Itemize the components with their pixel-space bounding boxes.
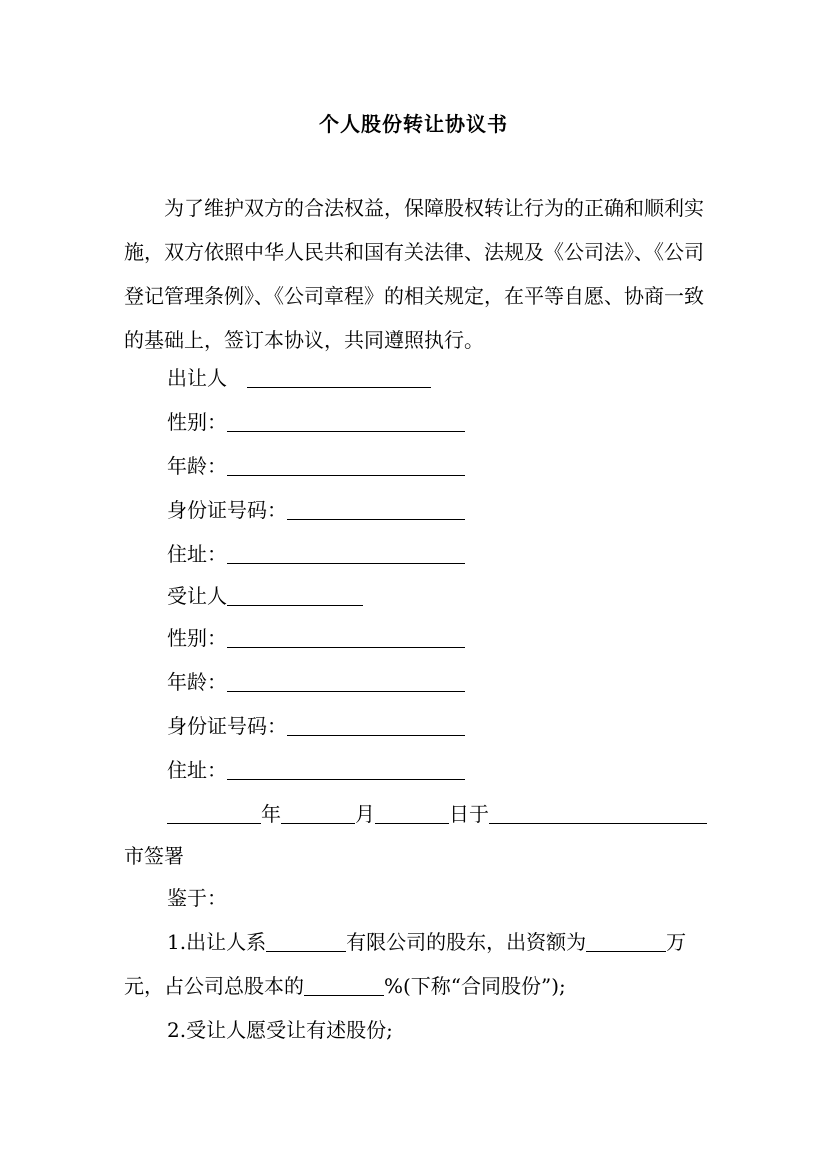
signing-city-blank (489, 801, 707, 824)
transferee-age-blank (227, 669, 465, 692)
transferor-age-label: 年龄： (167, 454, 227, 478)
transferee-name-blank (227, 583, 363, 606)
item1-text-c: 万 (666, 930, 687, 954)
transferor-line (167, 364, 431, 392)
transferee-address-line (167, 756, 465, 784)
transferee-id-blank (287, 713, 465, 736)
transferee-gender-label: 性别： (167, 626, 227, 650)
transferee-id-label: 身份证号码： (167, 714, 287, 738)
transferee-address-blank (227, 757, 465, 780)
signing-city-label: 市签署 (124, 844, 184, 868)
whereas-item2-line (167, 1016, 393, 1044)
transferor-age-blank (227, 453, 465, 476)
signing-date-line (167, 800, 707, 828)
transferor-address-label: 住址： (167, 542, 227, 566)
whereas-heading (167, 884, 227, 912)
signing-month-label: 月 (355, 802, 375, 826)
item1-text-a: 1.出让人系 (167, 930, 267, 954)
transferor-age-line (167, 452, 465, 480)
signing-day-label: 日于 (449, 802, 489, 826)
transferor-id-label: 身份证号码： (167, 498, 287, 522)
transferee-age-line (167, 668, 465, 696)
transferor-id-line (167, 496, 465, 524)
transferee-age-label: 年龄： (167, 670, 227, 694)
intro-paragraph: 为了维护双方的合法权益，保障股权转让行为的正确和顺利实施，双方依照中华人民共和国有关法律、法规及《公司法》、《公司登记管理条例》、《公司章程》的相关规定，在平等自愿、协商一致的基础上，签订本协议，共同遵照执行。 (124, 196, 704, 352)
signing-day-blank (375, 801, 449, 824)
signing-month-blank (281, 801, 355, 824)
item2-text: 2.受让人愿受让有述股份; (167, 1018, 393, 1042)
document-title: 个人股份转让协议书 (319, 112, 508, 136)
transferor-gender-line (167, 408, 465, 436)
signing-year-blank (167, 801, 261, 824)
item1-text-e: %(下称“合同股份”); (384, 974, 566, 998)
transferee-gender-blank (227, 625, 465, 648)
transferor-id-blank (287, 497, 465, 520)
transferee-address-label: 住址： (167, 758, 227, 782)
whereas-item1-line2 (124, 972, 566, 1000)
transferor-address-blank (227, 541, 465, 564)
transferor-address-line (167, 540, 465, 568)
share-percent-blank (304, 973, 384, 996)
transferor-label: 出让人 (167, 366, 227, 390)
item1-text-d: 元，占公司总股本的 (124, 974, 304, 998)
company-name-blank (266, 929, 346, 952)
transferor-gender-blank (227, 409, 465, 432)
signing-city-line (124, 842, 184, 870)
whereas-item1-line1 (167, 928, 686, 956)
transferee-line (167, 582, 363, 610)
transferor-gender-label: 性别： (167, 410, 227, 434)
transferee-label: 受让人 (167, 584, 227, 608)
item1-text-b: 有限公司的股东，出资额为 (346, 930, 587, 954)
transferee-gender-line (167, 624, 465, 652)
capital-amount-blank (586, 929, 666, 952)
transferee-id-line (167, 712, 465, 740)
whereas-label: 鉴于： (167, 886, 227, 910)
signing-year-label: 年 (261, 802, 281, 826)
transferor-name-blank (247, 365, 431, 388)
